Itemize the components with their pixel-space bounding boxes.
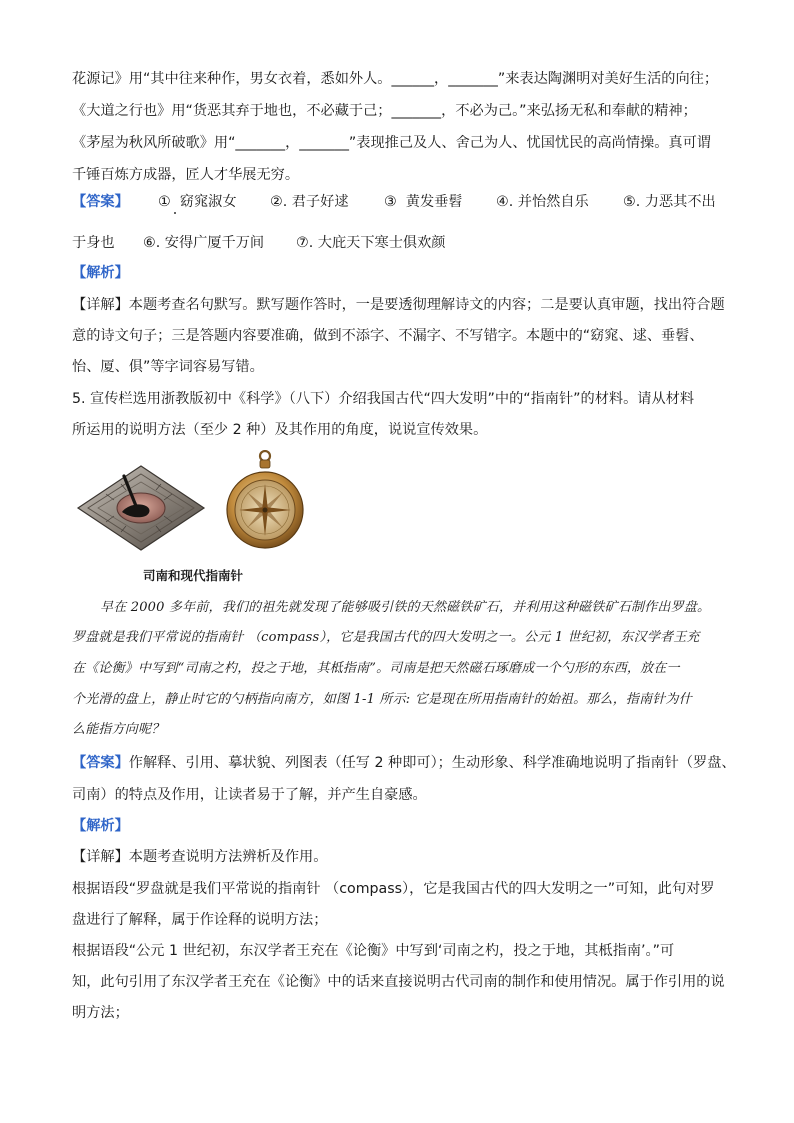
answer-item-5 [623,192,716,212]
answer-item-number: ⑦. [296,235,314,251]
answer5-line-2: 司南）的特点及作用，让读者易于了解，并产生自豪感。 [72,787,427,803]
poem-line-1: 花源记》用“其中往来种作，男女衣着，悉如外人。______，_______”来表达陶渊明对美好生活的向往； [72,71,719,87]
answer5-text: 作解释、引用、摹状貌、列图表（任写 2 种即可）；生动形象、科学准确地说明了指南针（罗盘、 [128,755,736,771]
answer-tag: 【答案】 [72,755,129,771]
stray-dot [174,212,176,214]
answer-item-number: ① [158,194,171,210]
answer5-line-1 [72,753,736,773]
question5-line-1: 5. 宣传栏选用浙教版初中《科学》（八下）介绍我国古代“四大发明”中的“指南针”的材料。请从材料 [72,391,695,407]
sinan-image [76,464,206,552]
answer-item-2 [270,192,349,212]
analysis5-line-5: 知，此句引用了东汉学者王充在《论衡》中的话来直接说明古代司南的制作和使用情况。属于作引用的说 [72,974,725,990]
question5-line-2: 所运用的说明方法（至少 2 种）及其作用的角度，说说宣传效果。 [72,422,488,438]
answer-item-text: 窈窕淑女 [179,194,237,210]
answer-item-number: ⑥. [143,235,161,251]
answer-continuation: 于身也 [72,235,115,251]
answer-item-7 [296,233,445,253]
answer-item-text: 大庇天下寒士俱欢颜 [317,235,446,251]
material-line-3: 在《论衡》中写到“司南之杓，投之于地，其柢指南”。司南是把天然磁石琢磨成一个勺形的东西，放在一 [72,661,680,676]
answer-item-number: ②. [270,194,288,210]
material-line-4: 个光滑的盘上，静止时它的勺柄指向南方，如图 1-1 所示: 它是现在所用指南针的始祖。那么，指南针为什 [72,692,692,707]
answer-item-3 [384,192,463,212]
answer-item-text: 黄发垂髫 [405,194,463,210]
answer-item-number: ⑤. [623,194,641,210]
analysis-detail-line-2: 意的诗文句子；三是答题内容要准确，做到不添字、不漏字、不写错字。本题中的“窈窕、逑、垂髫、 [72,328,704,344]
analysis5-line-3: 盘进行了解释，属于作诠释的说明方法； [72,912,328,928]
answer-item-text: 安得广厦千万间 [164,235,265,251]
answer-item-4 [496,192,589,212]
analysis5-line-1: 【详解】本题考查说明方法辨析及作用。 [72,849,328,865]
analysis-tag: 【解析】 [72,818,129,834]
analysis5-line-4: 根据语段“公元 1 世纪初，东汉学者王充在《论衡》中写到‘司南之杓，投之于地，其柢指南’。”可 [72,943,675,959]
analysis-detail-line-1: 【详解】本题考查名句默写。默写题作答时，一是要透彻理解诗文的内容；二是要认真审题，找出符合题 [72,297,725,313]
answer-item-number: ④. [496,194,514,210]
answer-item-number: ③ [384,194,397,210]
answer-item-text: 并怡然自乐 [517,194,589,210]
analysis5-line-2: 根据语段“罗盘就是我们平常说的指南针 （compass），它是我国古代的四大发明之一”可知，此句对罗 [72,881,715,897]
analysis-detail-line-3: 怡、厦、俱”等字词容易写错。 [72,359,264,375]
answer-item-1 [158,192,237,212]
answer-item-6 [143,233,264,253]
answer-tag: 【答案】 [72,194,129,210]
figure-caption: 司南和现代指南针 [143,568,244,583]
answer-item-text: 君子好逑 [291,194,349,210]
poem-line-3: 《茅屋为秋风所破歌》用“_______，_______”表现推己及人、舍己为人、忧国忧民的高尚情操。真可谓 [72,135,711,151]
modern-compass-image [225,450,305,554]
analysis-tag: 【解析】 [72,265,129,281]
material-line-5: 么能指方向呢？ [72,722,165,737]
analysis5-line-6: 明方法； [72,1005,129,1021]
material-line-1: 早在 2000 多年前，我们的祖先就发现了能够吸引铁的天然磁铁矿石，并利用这种磁铁矿石制作出罗盘。 [100,600,711,615]
material-line-2: 罗盘就是我们平常说的指南针 （compass），它是我国古代的四大发明之一。公元 1 世纪初，东汉学者王充 [72,630,700,645]
poem-line-4: 千锤百炼方成器，匠人才华展无穷。 [72,167,300,183]
poem-line-2: 《大道之行也》用“货恶其弃于地也，不必藏于己；_______，不必为己。”来弘扬无私和奉献的精神； [72,103,697,119]
answer-item-text: 力恶其不出 [644,194,716,210]
